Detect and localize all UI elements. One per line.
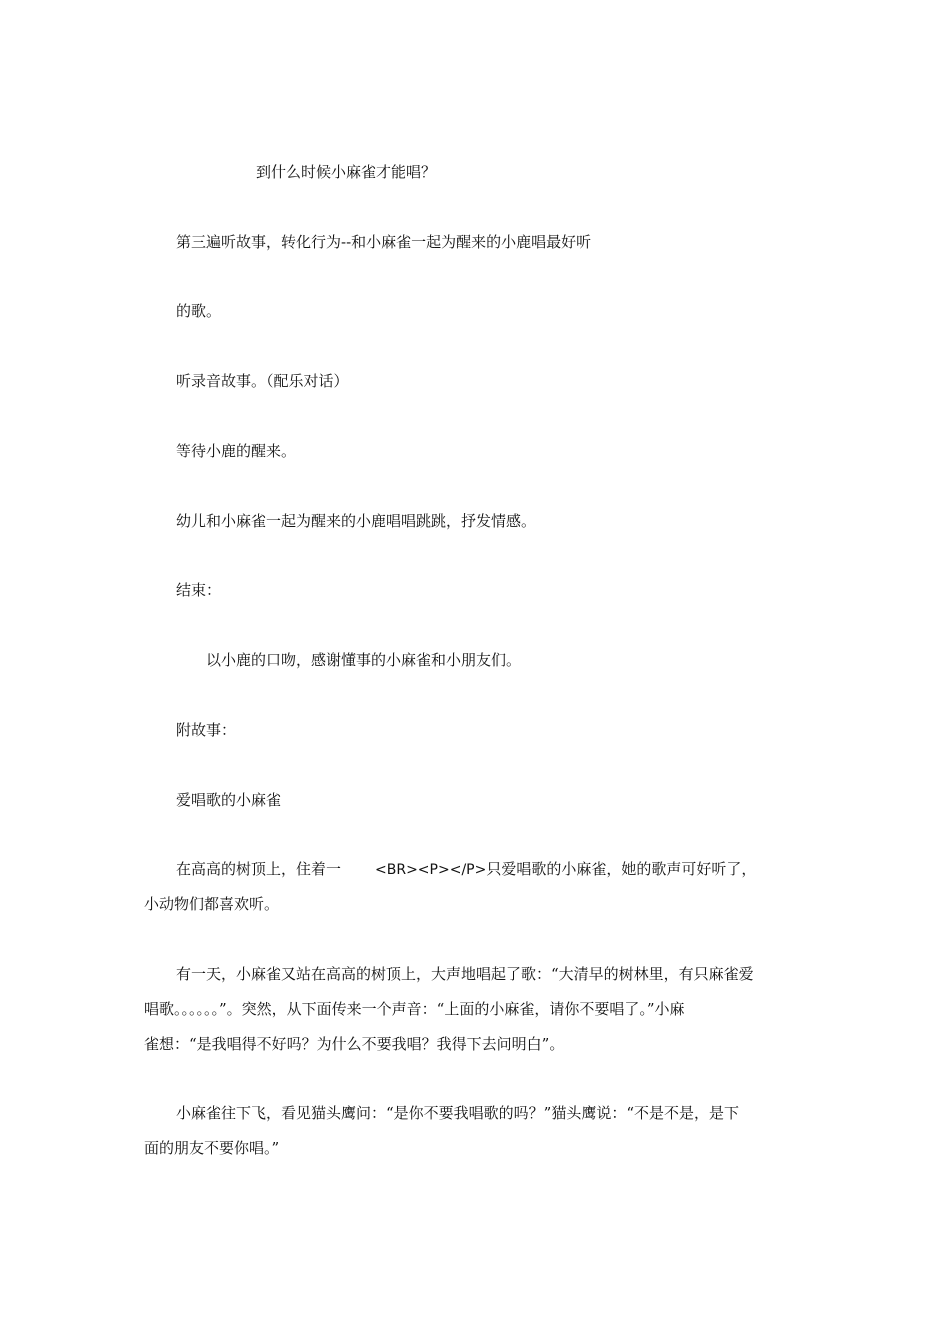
step3-line-2: 的歌。 [176,302,222,320]
story-title: 爱唱歌的小麻雀 [176,791,282,809]
step3-line-1: 第三遍听故事，转化行为--和小麻雀一起为醒来的小鹿唱最好听 [176,233,592,251]
story-paragraph-1-line-2: 小动物们都喜欢听。 [144,895,280,913]
story-paragraph-2-line-3: 雀想：“是我唱得不好吗？为什么不要我唱？我得下去问明白”。 [144,1035,565,1053]
question-line: 到什么时候小麻雀才能唱？ [256,163,437,181]
story-p1-tag: <BR><P></P> [375,862,487,878]
appendix-label: 附故事： [176,721,237,739]
story-paragraph-2-line-1: 有一天，小麻雀又站在高高的树顶上，大声地唱起了歌：“大清早的树林里，有只麻雀爱 [176,965,754,983]
story-paragraph-3-line-1: 小麻雀往下飞，看见猫头鹰问：“是你不要我唱歌的吗？”猫头鹰说：“不是不是，是下 [176,1104,740,1122]
story-paragraph-3-line-2: 面的朋友不要你唱。” [144,1139,280,1157]
listen-line: 听录音故事。（配乐对话） [176,372,349,390]
story-p1-part2: 只爱唱歌的小麻雀，她的歌声可好听了， [486,860,757,878]
ending-text: 以小鹿的口吻，感谢懂事的小麻雀和小朋友们。 [206,651,522,669]
wait-line: 等待小鹿的醒来。 [176,442,297,460]
story-paragraph-2-line-2: 唱歌。。。。。。”。突然，从下面传来一个声音：“上面的小麻雀，请你不要唱了。”小麻 [144,1000,685,1018]
ending-label: 结束： [176,581,222,599]
sing-line: 幼儿和小麻雀一起为醒来的小鹿唱唱跳跳，抒发情感。 [176,512,537,530]
story-paragraph-1-line-1 [176,859,756,880]
story-p1-part1: 在高高的树顶上，住着一 [176,860,342,878]
